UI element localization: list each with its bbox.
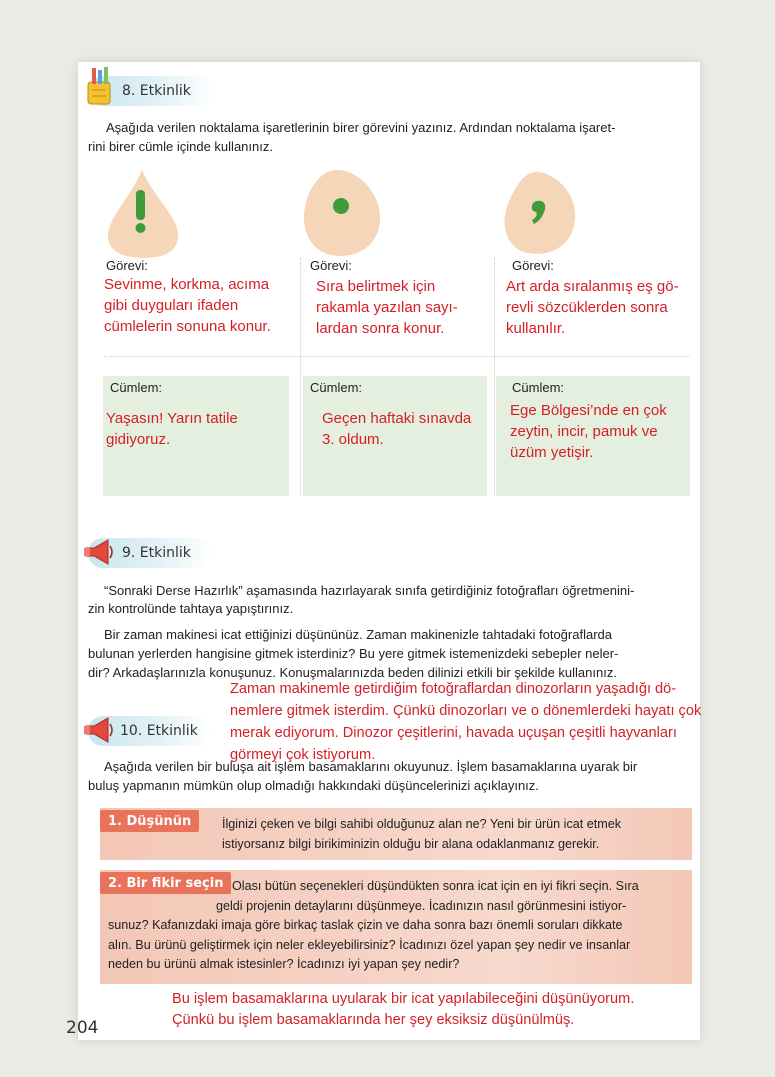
activity10-intro-line1: Aşağıda verilen bir buluşa ait işlem basamaklarını okuyunuz. İşlem basamaklarına uyarak bir [104, 759, 638, 774]
divider [300, 258, 301, 496]
step1-tag: 1. Düşünün [100, 810, 199, 832]
activity9-para2-line1: Bir zaman makinesi icat ettiğinizi düşününüz. Zaman makinenizle tahtadaki fotoğraflarda [104, 627, 612, 642]
cumlem-answer-3: Ege Bölgesi’nde en çok zeytin, incir, pamuk ve üzüm yetişir. [510, 402, 667, 461]
activity8-banner [88, 76, 216, 106]
exclamation-mark-shape [104, 168, 182, 260]
activity8-instruction-2: rini birer cümle içinde kullanınız. [88, 139, 273, 154]
cumlem-label-1: Cümlem: [110, 380, 163, 395]
gorev-label-3: Görevi: [512, 258, 554, 273]
gorev-answer-3: Art arda sıralanmış eş gö- revli sözcüklerden sonra kullanılır. [506, 278, 679, 337]
step2-tag: 2. Bir fikir seçin [100, 872, 231, 894]
activity9-para1-line2: zin kontrolünde tahtaya yapıştırınız. [88, 601, 294, 616]
cumlem-answer-1: Yaşasın! Yarın tatile gidiyoruz. [106, 410, 238, 448]
megaphone-icon [82, 536, 116, 568]
cumlem-label-2: Cümlem: [310, 380, 363, 395]
gorev-label-2: Görevi: [310, 258, 352, 273]
cumlem-label-3: Cümlem: [512, 380, 565, 395]
activity9-banner [88, 538, 212, 568]
activity8-title: 8. Etkinlik [122, 83, 191, 99]
pencil-cup-icon [84, 66, 114, 106]
comma-shape [498, 168, 582, 260]
page-number: 204 [66, 1018, 99, 1038]
activity10-title: 10. Etkinlik [120, 723, 198, 739]
activity9-para2-line2: bulunan yerlerden hangisine gitmek isterdiniz? Bu yere gitmek istemenizdeki sebepler neler- [88, 646, 619, 661]
activity9-para1-line1: “Sonraki Derse Hazırlık” aşamasında hazırlayarak sınıfa getirdiğiniz fotoğrafları öğretmenini- [104, 583, 635, 598]
activity9-title: 9. Etkinlik [122, 545, 191, 561]
divider [104, 356, 690, 357]
activity10-answer: Bu işlem basamaklarına uyularak bir icat yapılabileceğini düşünüyorum. Çünkü bu işlem basamaklarında her şey eksiksiz düşünülmüş. [172, 991, 635, 1028]
megaphone-icon [82, 714, 116, 746]
gorev-label-1: Görevi: [106, 258, 148, 273]
gorev-answer-2: Sıra belirtmek için rakamla yazılan sayı- lardan sonra konur. [316, 278, 458, 337]
period-shape [300, 168, 384, 260]
gorev-answer-1: Sevinme, korkma, acıma gibi duyguları ifaden cümlelerin sonuna konur. [104, 276, 271, 335]
step1-text: İlginizi çeken ve bilgi sahibi olduğunuz alan ne? Yeni bir ürün icat etmek istiyorsanız bilgi birikiminizin olduğu bir alana odaklanmanız gerekir. [222, 817, 622, 851]
activity10-intro-line2: buluş yapmanın mümkün olup olmadığı hakkındaki düşüncelerinizi açıklayınız. [88, 778, 539, 793]
activity10-banner [88, 716, 212, 746]
activity9-answer: Zaman makinemle getirdiğim fotoğraflardan dinozorların yaşadığı dö- nemlere gitmek isterdim. Çünkü dinozorları ve o dönemlerdeki hayatı çok merak ediyorum. Dinozor çeşitlerini, havada uçuşan çeşitli hayvanları görmeyi çok istiyorum. [230, 681, 702, 763]
cumlem-answer-2: Geçen haftaki sınavda 3. oldum. [322, 410, 472, 448]
divider [494, 258, 495, 496]
step2-text: Olası bütün seçenekleri düşündükten sonra icat için en iyi fikri seçin. Sıra geldi projenin detaylarını düşünmeye. İcadınızın nasıl görünmesini istiyor- sunuz? Kafanızdaki imaja göre birkaç taslak çizin ve daha sonra bazı önemli soruları dikkate alın. Bu ürünü geliştirmek için neler ekleyebilirsiniz? İcadınızı özel yapan şey nedir ve insanlar neden bu ürünü almak istesinler? İcadınızı iyi yapan şey nedir? [108, 879, 639, 971]
activity8-instruction-1: Aşağıda verilen noktalama işaretlerinin birer görevini yazınız. Ardından noktalama işaret- [106, 120, 616, 135]
activity9-para2-line3: dir? Arkadaşlarınızla konuşunuz. Konuşmalarınızda beden dilinizi etkili bir şekilde kullanınız. [88, 665, 617, 680]
